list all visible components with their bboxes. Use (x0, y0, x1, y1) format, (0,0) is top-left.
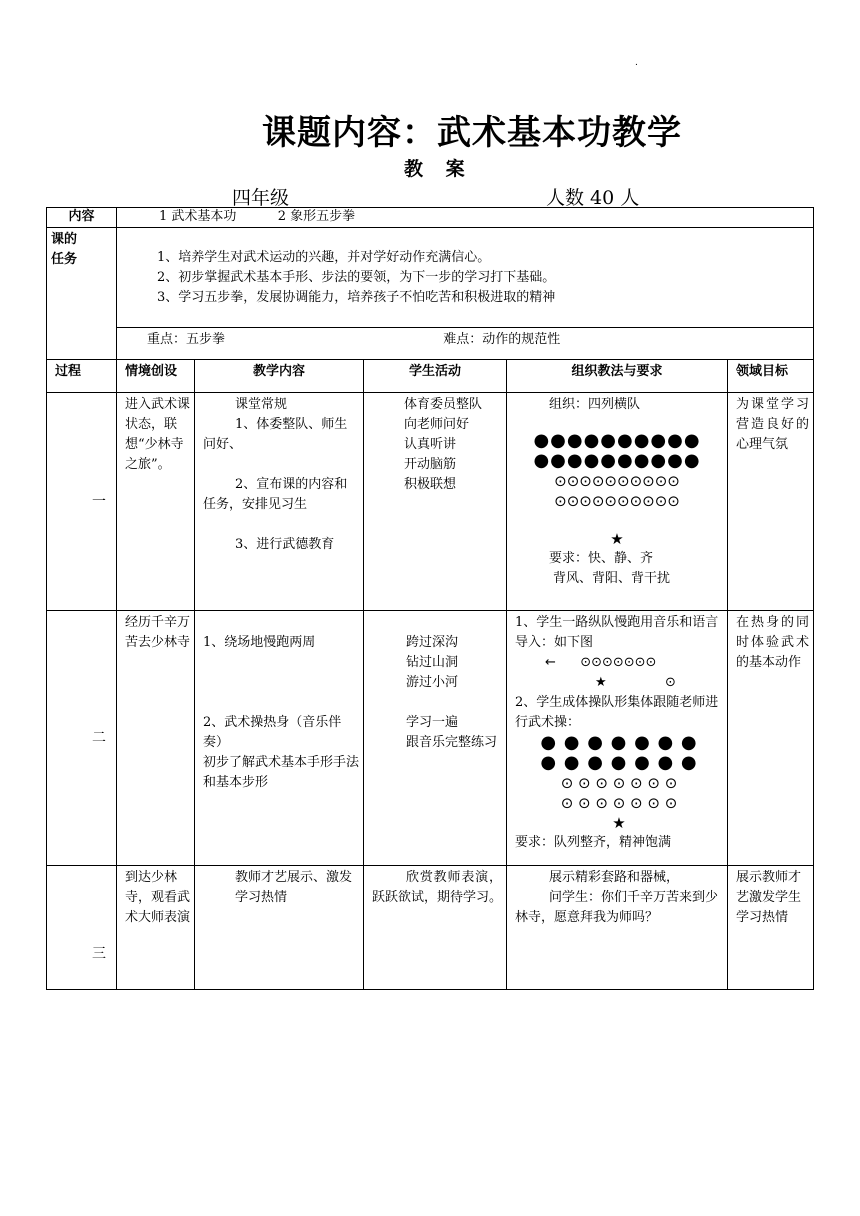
focus-cell (117, 328, 814, 360)
task-label (47, 228, 117, 360)
activity-cell: 欣赏教师表演，跃跃欲试，期待学习。 (364, 866, 507, 990)
student-count: 人数 40 人 (546, 187, 640, 209)
header-row (47, 360, 814, 393)
grade-label: 四年级 (232, 187, 290, 209)
difficulty: 难点：动作的规范性 (443, 332, 561, 347)
activity-line: 学习一遍 (406, 715, 459, 730)
run-row: ⊙⊙⊙⊙⊙⊙⊙ (580, 655, 657, 670)
task-item: 3、学习五步拳，发展协调能力，培养孩子不怕吃苦和积极进取的精神 (157, 290, 556, 305)
arrow-left-icon: ← (545, 655, 556, 670)
task-item: 1、培养学生对武术运动的兴趣，并对学好动作充满信心。 (157, 250, 491, 265)
content-line: 2、宣布课的内容和任务，安排见习生 (203, 477, 348, 512)
activity-line: 钻过山洞 (406, 655, 459, 670)
formation-row-filled: ● ● ● ● ● ● ● (540, 732, 698, 753)
page-title: 课题内容：武术基本功教学 (262, 113, 682, 153)
activity-line: 游过小河 (406, 675, 459, 690)
activity-cell (364, 393, 507, 611)
org-requirement: 要求：快、静、齐 (549, 551, 654, 566)
page-subtitle: 教 案 (404, 158, 473, 180)
lesson-plan-table (46, 207, 814, 990)
formation-row-filled: ●●●●●●●●●● (533, 450, 701, 471)
teacher-star-icon: ★ (610, 530, 624, 548)
goal-cell: 为课堂学习营造良好的心理气氛 (728, 393, 814, 611)
task-item: 2、初步掌握武术基本手形、步法的要领，为下一步的学习打下基础。 (157, 270, 556, 285)
task-label-line-2: 任务 (51, 252, 78, 267)
goal-cell: 展示教师才艺激发学生学习热情 (728, 866, 814, 990)
content-label: 内容 (47, 208, 117, 228)
activity-line: 体育委员整队 (404, 397, 483, 412)
task-list (117, 228, 814, 328)
organization-cell (507, 866, 728, 990)
scenario-cell: 到达少林寺，观看武术大师表演 (117, 866, 195, 990)
content-line: 1、体委整队、师生问好、 (203, 417, 348, 452)
header-scenario: 情境创设 (117, 360, 195, 393)
activity-line: 跨过深沟 (406, 635, 459, 650)
content-value: 1 武术基本功 2 象形五步拳 (117, 208, 814, 228)
content-line: 1、绕场地慢跑两周 (203, 635, 316, 650)
activity-line: 认真听讲 (404, 437, 457, 452)
stage-row-3 (47, 866, 814, 990)
formation-row-circle: ⊙⊙⊙⊙⊙⊙⊙⊙⊙⊙ (554, 492, 680, 510)
organization-cell (507, 611, 728, 866)
key-point: 重点：五步拳 (147, 332, 226, 347)
focus-row (47, 328, 814, 360)
activity-line: 开动脑筋 (404, 457, 457, 472)
content-line: 初步了解武术基本手形手法和基本步形 (203, 755, 360, 790)
formation-row-circle: ⊙⊙⊙⊙⊙⊙⊙⊙⊙⊙ (554, 472, 680, 490)
task-label-line-1: 课的 (51, 232, 78, 247)
org-requirement: 要求：队列整齐，精神饱满 (515, 835, 672, 850)
content-cell (195, 611, 364, 866)
header-goal: 领域目标 (728, 360, 814, 393)
activity-cell (364, 611, 507, 866)
organization-cell (507, 393, 728, 611)
org-step: 1、学生一路纵队慢跑用音乐和语言导入：如下图 (515, 615, 719, 650)
content-cell: 教师才艺展示、激发学习热情 (195, 866, 364, 990)
org-step: 展示精彩套路和器械， (549, 870, 680, 885)
formation-row-circle: ⊙ ⊙ ⊙ ⊙ ⊙ ⊙ ⊙ (560, 794, 678, 812)
activity-line: 向老师问好 (404, 417, 470, 432)
content-line: 课堂常规 (235, 397, 288, 412)
content-line: 2、武术操热身（音乐伴奏） (203, 715, 342, 750)
header-organization: 组织教法与要求 (507, 360, 728, 393)
content-cell (195, 393, 364, 611)
stage-number: 一 (47, 393, 117, 611)
teacher-star-icon: ★ (612, 814, 626, 832)
teacher-star-icon: ★ (595, 675, 607, 690)
header-activity: 学生活动 (364, 360, 507, 393)
page-mark: . (635, 58, 638, 68)
run-tail: ⊙ (665, 675, 676, 690)
stage-row-1 (47, 393, 814, 611)
org-step: 问学生：你们千辛万苦来到少林寺，愿意拜我为师吗？ (515, 890, 719, 925)
task-row (47, 228, 814, 328)
scenario-cell: 经历千辛万苦去少林寺 (117, 611, 195, 866)
stage-row-2 (47, 611, 814, 866)
content-line: 3、进行武德教育 (235, 537, 335, 552)
formation-row-filled: ● ● ● ● ● ● ● (540, 752, 698, 773)
org-requirement: 背风、背阳、背干扰 (553, 571, 671, 586)
content-row (47, 208, 814, 228)
scenario-cell: 进入武术课状态，联想“少林寺之旅”。 (117, 393, 195, 611)
header-process: 过程 (47, 360, 117, 393)
header-content: 教学内容 (195, 360, 364, 393)
run-formation-end (515, 673, 723, 693)
formation-row-circle: ⊙ ⊙ ⊙ ⊙ ⊙ ⊙ ⊙ (560, 774, 678, 792)
run-formation (515, 653, 723, 673)
stage-number: 三 (47, 866, 117, 990)
activity-line: 跟音乐完整练习 (406, 735, 498, 750)
org-title: 组织：四列横队 (549, 397, 641, 412)
org-step: 2、学生成体操队形集体跟随老师进行武术操： (515, 695, 719, 730)
formation-row-filled: ●●●●●●●●●● (533, 430, 701, 451)
goal-cell: 在热身的同时体验武术的基本动作 (728, 611, 814, 866)
activity-line: 积极联想 (404, 477, 457, 492)
stage-number: 二 (47, 611, 117, 866)
